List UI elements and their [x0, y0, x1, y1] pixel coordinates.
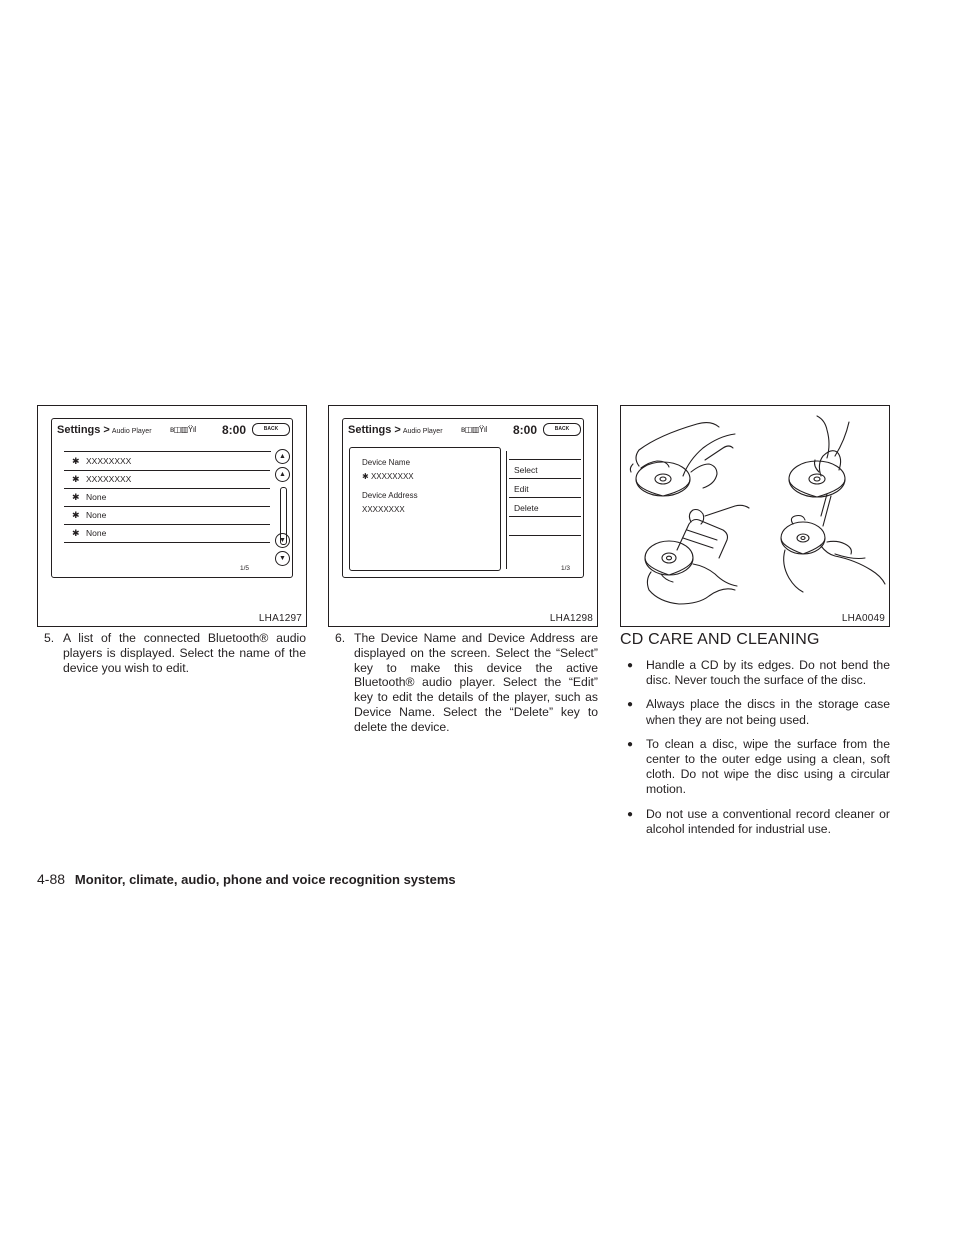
edit-button-label: Edit [514, 484, 529, 494]
back-button-label: BACK [263, 426, 279, 432]
list-item [627, 697, 890, 727]
scroll-up-icon[interactable]: ▲ [275, 467, 290, 482]
bullet-icon: ● [627, 699, 634, 711]
bullet-icon: ● [627, 808, 634, 820]
figure-audio-player-list [37, 405, 307, 627]
page-indicator: 1/3 [561, 565, 571, 572]
bluetooth-icon: ✱ [362, 472, 371, 481]
screen-title [348, 424, 443, 436]
list-item[interactable] [64, 524, 270, 543]
disc-in-hand-illustration [789, 416, 849, 497]
cd-care-list [627, 658, 890, 846]
section-title: Monitor, climate, audio, phone and voice recognition systems [74, 872, 456, 887]
back-button[interactable] [252, 423, 290, 436]
device-name-value [362, 472, 414, 481]
bullet-text: Handle a CD by its edges. Do not bend the disc. Never touch the surface of the disc. [646, 658, 890, 688]
nav-screen-list [51, 418, 293, 578]
list-item-label: None [86, 492, 107, 502]
delete-button[interactable] [509, 497, 581, 516]
bullet-icon: ● [627, 738, 634, 750]
select-button[interactable] [509, 459, 581, 478]
menu-empty-slot [509, 535, 581, 554]
figure-id: LHA1297 [258, 613, 302, 624]
back-button-label: BACK [554, 426, 570, 432]
disc-center-to-edge-illustration [781, 494, 885, 592]
bullet-icon: ● [627, 660, 634, 671]
bluetooth-icon: ✱ [72, 474, 80, 484]
scroll-down-icon[interactable]: ▼ [275, 533, 290, 548]
bluetooth-icon: ✱ [72, 456, 80, 466]
bluetooth-icon: ✱ [72, 528, 80, 538]
caption-text: A list of the connected Bluetooth® audio players is displayed. Select the name of the device you wish to edit. [63, 631, 306, 675]
screen-title-text: Settings [348, 424, 392, 436]
device-address-value: XXXXXXXX [362, 505, 405, 514]
menu-empty-slot [509, 516, 581, 535]
figure-id: LHA1298 [549, 613, 593, 624]
scroll-bottom-icon[interactable]: ▼ [275, 551, 290, 566]
step-number: 6. [335, 631, 346, 645]
list-item-label: XXXXXXXX [86, 474, 132, 484]
caption-step-5 [44, 631, 306, 675]
page-indicator: 1/5 [240, 565, 250, 572]
step-number: 5. [44, 631, 55, 645]
edit-button[interactable] [509, 478, 581, 497]
page-number: 4-88 [37, 871, 66, 887]
section-heading: CD CARE AND CLEANING [620, 631, 820, 648]
list-item [627, 658, 890, 688]
delete-button-label: Delete [514, 503, 539, 513]
clock: 8:00 [222, 423, 247, 437]
bluetooth-icon: ✱ [72, 510, 80, 520]
clock: 8:00 [513, 423, 538, 437]
wiping-disc-illustration [645, 505, 749, 604]
list-item[interactable] [64, 470, 270, 489]
caption-step-6 [335, 631, 598, 735]
list-item[interactable] [64, 488, 270, 507]
breadcrumb-arrow-icon: > [394, 424, 401, 436]
list-item [627, 737, 890, 798]
screen-title [57, 424, 152, 436]
page-footer [37, 871, 456, 887]
list-item [627, 807, 890, 837]
breadcrumb-arrow-icon: > [103, 424, 110, 436]
figure-id: LHA0049 [841, 613, 885, 624]
status-icons: ʙ◫▥Ÿıl [461, 425, 487, 434]
figure-device-details [328, 405, 598, 627]
action-menu [506, 451, 581, 569]
device-detail-panel [349, 447, 501, 571]
caption-text: The Device Name and Device Address are displayed on the screen. Select the “Select” key to make this device the active Bluetooth® audio player. Select the “Edit” key to edit the details of the player, such as Device Name. Select the “Delete” key to delete the device. [354, 631, 598, 734]
bullet-text: Always place the discs in the storage case when they are not being used. [646, 697, 890, 727]
list-item[interactable] [64, 506, 270, 525]
device-address-label: Device Address [362, 491, 418, 500]
list-item-label: None [86, 510, 107, 520]
nav-screen-details [342, 418, 584, 578]
list-item[interactable] [64, 452, 270, 471]
device-name-text: XXXXXXXX [370, 472, 414, 481]
disc-held-by-edge-illustration [630, 423, 735, 496]
select-button-label: Select [514, 465, 538, 475]
scroll-top-icon[interactable]: ▲ [275, 449, 290, 464]
bullet-text: To clean a disc, wipe the surface from the center to the outer edge using a clean, soft cloth. Do not wipe the disc using a circular motion. [646, 736, 890, 797]
device-name-label: Device Name [362, 458, 411, 467]
cd-handling-illustration [621, 406, 889, 606]
list-item-label: None [86, 528, 107, 538]
device-list [64, 451, 271, 570]
screen-header [52, 419, 292, 441]
list-item-label: XXXXXXXX [86, 456, 132, 466]
screen-subtitle: Audio Player [111, 428, 152, 435]
bluetooth-icon: ✱ [72, 492, 80, 502]
status-icons: ʙ◫▥Ÿıl [170, 425, 196, 434]
bullet-text: Do not use a conventional record cleaner or alcohol intended for industrial use. [646, 806, 890, 836]
screen-subtitle: Audio Player [402, 428, 443, 435]
back-button[interactable] [543, 423, 581, 436]
screen-header [343, 419, 583, 441]
figure-cd-handling [620, 405, 890, 627]
screen-title-text: Settings [57, 424, 101, 436]
